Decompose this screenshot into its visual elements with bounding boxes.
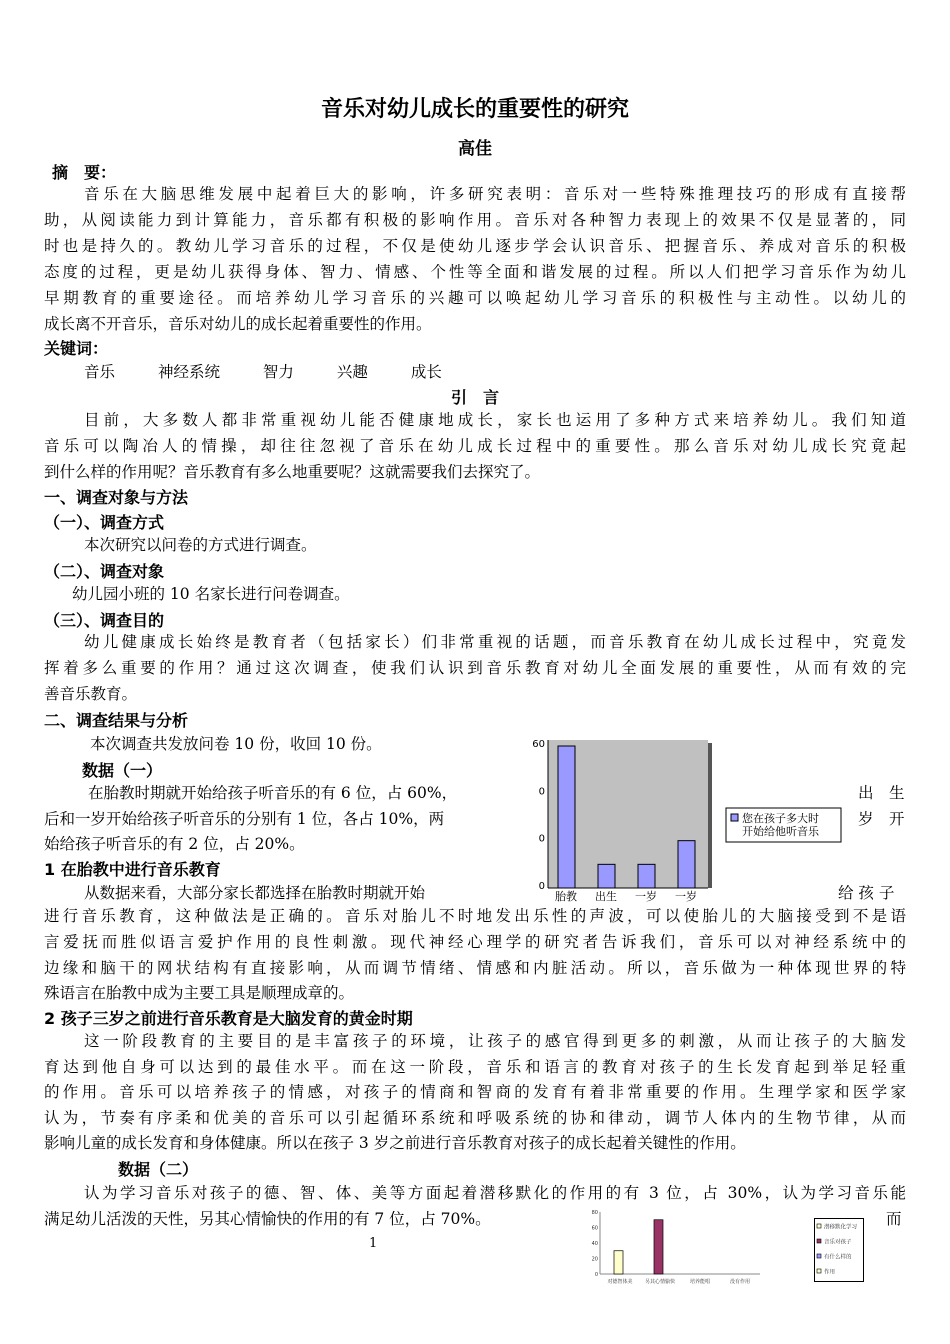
point1-line: 殊语言在胎教中成为主要工具是顺理成章的。	[44, 984, 355, 1002]
section1-3-line: 挥着多么重要的作用？通过这次调查，使我们认识到音乐教育对幼儿全面发展的重要性，从而有效的完	[44, 659, 906, 677]
point2-line: 育达到他自身可以达到的最佳水平。而在这一阶段，音乐和语言的教育对孩子的生长发育起到举足轻重	[44, 1058, 906, 1076]
point2-line: 影响儿童的成长发育和身体健康。所以在孩子 3 岁之前进行音乐教育对孩子的成长起着关键性的作用。	[44, 1134, 746, 1152]
y-tick-label: 60	[591, 1225, 598, 1232]
x-tick-label: 出生	[595, 890, 617, 902]
x-tick-label: 一岁	[635, 890, 657, 902]
author-name: 高佳	[458, 139, 492, 159]
abstract-line: 早期教育的重要途径。而培养幼儿学习音乐的兴趣可以唤起幼儿学习音乐的积极性与主动性。以幼儿的	[44, 289, 906, 307]
y-tick-label: 20	[591, 1256, 598, 1263]
bar	[614, 1251, 623, 1274]
plot-shadow	[708, 743, 712, 888]
intro-line: 目前，大多数人都非常重视幼儿能否健康地成长，家长也运用了多种方式来培养幼儿。我们知道	[84, 411, 906, 429]
abstract-line: 助，从阅读能力到计算能力，音乐都有积极的影响作用。音乐对各种智力表现上的效果不仅是显著的，同	[44, 211, 906, 229]
legend-swatch	[817, 1239, 821, 1243]
data1-text-right: 出 生	[858, 784, 905, 802]
x-tick-label: 另其心情愉快	[644, 1279, 676, 1285]
section1-3-line: 善音乐教育。	[44, 685, 138, 703]
legend-label: 您在孩子多大时	[742, 812, 819, 825]
section1-1-heading: （一）、调查方式	[44, 513, 165, 532]
keyword: 音乐	[84, 363, 116, 381]
chart-start-age	[528, 734, 848, 902]
section1-3-heading: （三）、调查目的	[44, 611, 165, 630]
abstract-heading: 摘 要：	[52, 163, 117, 182]
point1-line: 言爱抚而胜似语言爱护作用的良性刺激。现代神经心理学的研究者告诉我们，音乐可以对神经系统中的	[44, 933, 906, 951]
data1-text-right: 岁 开	[858, 810, 905, 828]
x-tick-label: 培养能唱	[689, 1279, 711, 1285]
data2-text-left: 满足幼儿活泼的天性，另其心情愉快的作用的有 7 位，占 70%。	[44, 1210, 491, 1228]
abstract-line: 成长离不开音乐，音乐对幼儿的成长起着重要性的作用。	[44, 315, 432, 333]
data1-text-left: 后和一岁开始给孩子听音乐的分别有 1 位，各占 10%，两	[44, 810, 445, 828]
x-tick-label: 胎教	[555, 890, 577, 902]
legend-label: 作用	[824, 1269, 836, 1276]
point2-heading: 2 孩子三岁之前进行音乐教育是大脑发育的黄金时期	[44, 1009, 413, 1028]
y-tick-label: 80	[591, 1210, 598, 1216]
document-title: 音乐对幼儿成长的重要性的研究	[320, 97, 629, 122]
section1-2-text: 幼儿园小班的 10 名家长进行问卷调查。	[72, 585, 350, 603]
data2-line: 认为学习音乐对孩子的德、智、体、美等方面起着潜移默化的作用的有 3 位，占 30%，认为学习音乐能	[84, 1184, 906, 1202]
legend-label: 有什么样的	[824, 1254, 852, 1261]
data2-heading: 数据（二）	[118, 1160, 199, 1179]
abstract-line: 音乐在大脑思维发展中起着巨大的影响，许多研究表明：音乐对一些特殊推理技巧的形成有直接帮	[84, 185, 906, 203]
bar	[598, 864, 615, 888]
legend-swatch	[817, 1224, 821, 1228]
y-tick-label: 0	[538, 881, 545, 892]
data1-heading: 数据（一）	[82, 761, 163, 780]
section1-3-line: 幼儿健康成长始终是教育者（包括家长）们非常重视的话题，而音乐教育在幼儿成长过程中，究竟发	[84, 633, 906, 651]
y-tick-label: 60	[532, 739, 545, 750]
y-tick-label: 0	[538, 786, 545, 798]
chart-music-effect-legend	[814, 1218, 864, 1282]
keyword: 神经系统	[157, 363, 220, 381]
legend-swatch	[731, 814, 738, 821]
section1-1-text: 本次研究以问卷的方式进行调查。	[84, 536, 317, 554]
data1-text-left: 在胎教时期就开始给孩子听音乐的有 6 位，占 60%，	[88, 784, 458, 802]
data1-text: 始给孩子听音乐的有 2 位，占 20%。	[44, 835, 305, 853]
bar	[678, 841, 695, 888]
section1-2-heading: （二）、调查对象	[44, 562, 165, 581]
section1-heading: 一、调查对象与方法	[44, 488, 189, 507]
point1-line: 边缘和脑干的网状结构有直接影响，从而调节情绪、情感和内脏活动。所以，音乐做为一种体现世界的特	[44, 959, 906, 977]
intro-heading: 引 言	[450, 388, 499, 407]
y-tick-label: 0	[538, 833, 545, 845]
y-tick-label: 0	[594, 1272, 598, 1278]
bar	[558, 746, 575, 888]
y-tick-label: 40	[591, 1241, 598, 1247]
bar	[638, 864, 655, 888]
data2-text-right: 而	[886, 1210, 902, 1228]
intro-line: 音乐可以陶冶人的情操，却往往忽视了音乐在幼儿成长过程中的重要性。那么音乐对幼儿成长究竟起	[44, 437, 906, 455]
keywords-list	[84, 360, 480, 382]
point1-heading: 1 在胎教中进行音乐教育	[44, 860, 221, 879]
legend-label: 开始给他听音乐	[742, 825, 819, 838]
point1-text-left: 从数据来看，大部分家长都选择在胎教时期就开始	[84, 884, 426, 902]
legend-swatch	[817, 1254, 821, 1258]
x-tick-label: 对德智体美	[607, 1279, 633, 1285]
keywords-heading: 关键词：	[44, 339, 109, 358]
legend-label: 音乐对孩子	[824, 1239, 852, 1246]
point1-line: 进行音乐教育，这种做法是正确的。音乐对胎儿不时地发出乐性的声波，可以使胎儿的大脑接受到不是语	[44, 907, 906, 925]
bar	[654, 1220, 663, 1274]
keyword: 智力	[262, 363, 294, 381]
abstract-line: 态度的过程，更是幼儿获得身体、智力、情感、个性等全面和谐发展的过程。所以人们把学习音乐作为幼儿	[44, 263, 906, 281]
legend-swatch	[817, 1269, 821, 1273]
abstract-line: 时也是持久的。教幼儿学习音乐的过程，不仅是使幼儿逐步学会认识音乐、把握音乐、养成对音乐的积极	[44, 237, 906, 255]
survey-summary: 本次调查共发放问卷 10 份，收回 10 份。	[90, 735, 382, 753]
point1-text-right: 给 孩 子	[838, 884, 895, 902]
intro-line: 到什么样的作用呢？音乐教育有多么地重要呢？这就需要我们去探究了。	[44, 463, 541, 481]
x-tick-label: 一岁	[675, 890, 697, 902]
page-number: 1	[369, 1236, 378, 1251]
section2-heading: 二、调查结果与分析	[44, 711, 189, 730]
x-tick-label: 没有作用	[729, 1279, 751, 1285]
point2-line: 这一阶段教育的主要目的是丰富孩子的环境，让孩子的感官得到更多的刺激，从而让孩子的大脑发	[84, 1032, 906, 1050]
keyword: 成长	[410, 363, 442, 381]
legend-label: 潜移默化学习	[824, 1224, 858, 1231]
keyword: 兴趣	[336, 363, 368, 381]
point2-line: 的作用。音乐可以培养孩子的情感，对孩子的情商和智商的发育有着非常重要的作用。生理学家和医学家	[44, 1083, 906, 1101]
point2-line: 认为，节奏有序柔和优美的音乐可以引起循环系统和呼吸系统的协和律动，调节人体内的生物节律，从而	[44, 1109, 906, 1127]
